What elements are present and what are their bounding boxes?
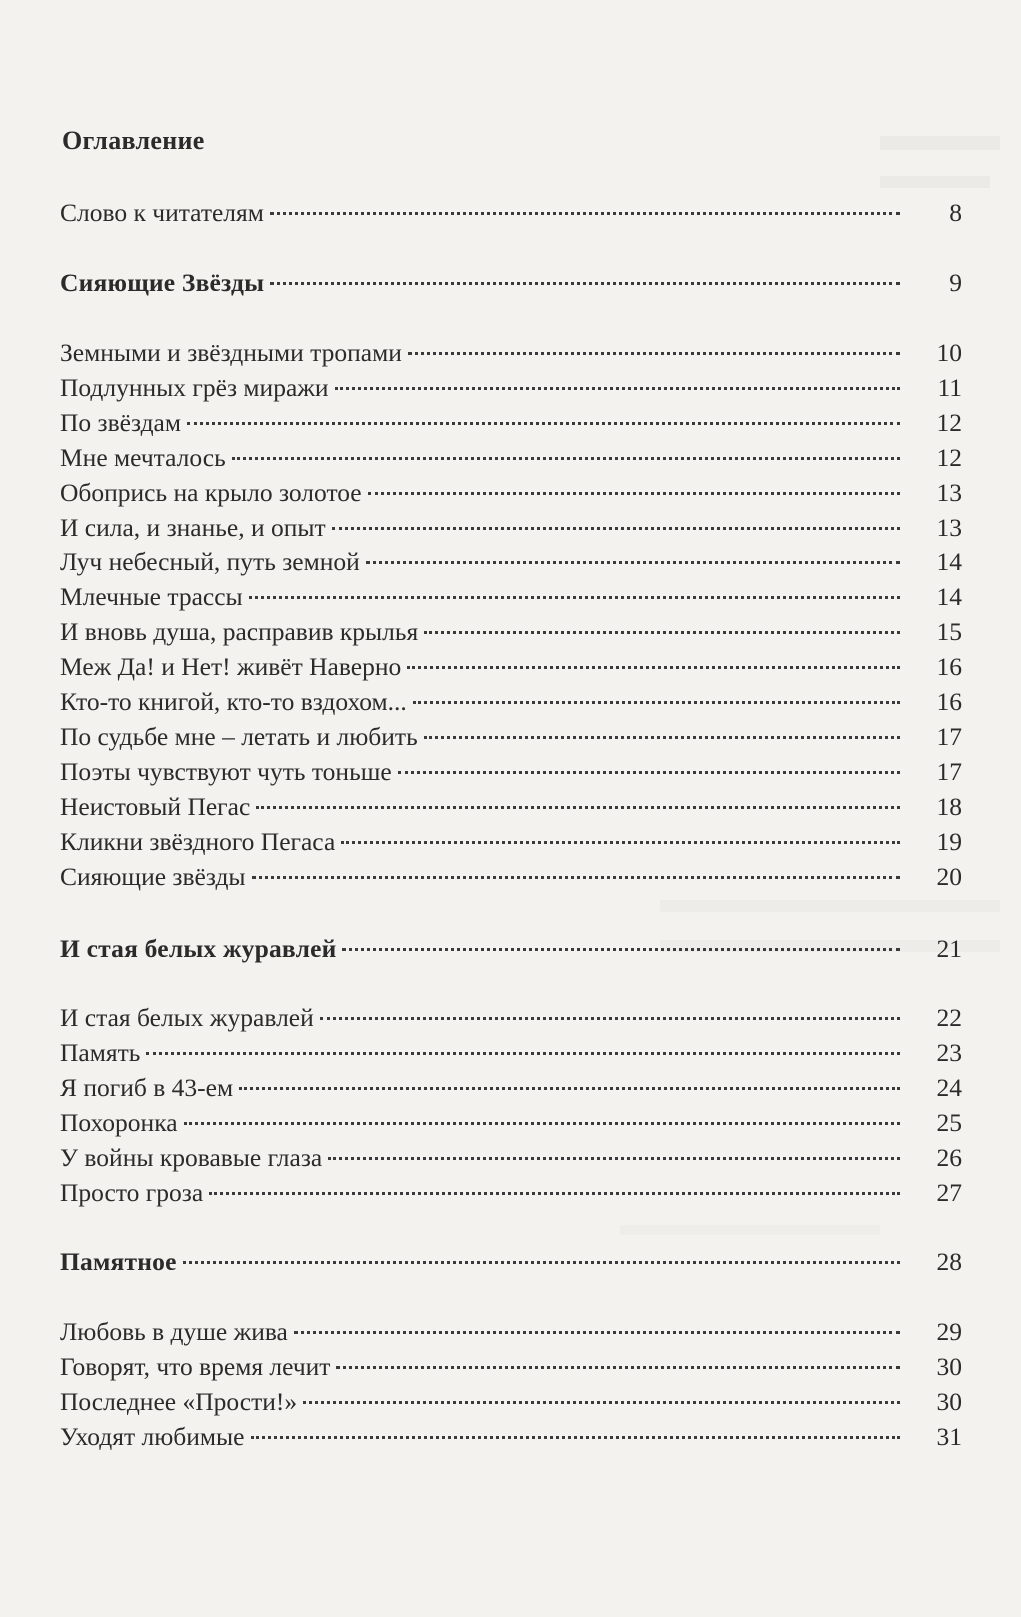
toc-entry[interactable] bbox=[60, 722, 962, 756]
dot-leader bbox=[270, 212, 900, 215]
page-number: 24 bbox=[936, 1072, 962, 1102]
toc-entry[interactable] bbox=[60, 1108, 962, 1142]
page-number: 29 bbox=[936, 1317, 962, 1346]
entry-title: И вновь душа, расправив крылья bbox=[60, 617, 419, 647]
dot-leader bbox=[183, 1261, 900, 1264]
page-number: 16 bbox=[936, 652, 962, 682]
section-title: Памятное bbox=[60, 1247, 177, 1276]
dot-leader bbox=[424, 631, 900, 634]
page-number: 13 bbox=[936, 512, 962, 542]
entry-title: Млечные трассы bbox=[60, 582, 243, 612]
page-number: 30 bbox=[936, 1351, 962, 1381]
entry-title: Мне мечталось bbox=[60, 442, 226, 472]
dot-leader bbox=[335, 387, 900, 390]
toc-entry[interactable] bbox=[60, 1422, 962, 1456]
toc-entry[interactable] bbox=[60, 582, 962, 616]
entry-title: Похоронка bbox=[60, 1107, 178, 1137]
dot-leader bbox=[341, 841, 900, 844]
page-number: 17 bbox=[936, 756, 962, 786]
toc-section-heading[interactable] bbox=[60, 268, 962, 302]
bleed-through-mark bbox=[660, 900, 1000, 912]
toc-entry[interactable] bbox=[60, 1143, 962, 1177]
entry-title: У войны кровавые глаза bbox=[60, 1142, 323, 1172]
dot-leader bbox=[336, 1366, 900, 1369]
toc-entry[interactable] bbox=[60, 408, 962, 442]
entry-title: Неистовый Пегас bbox=[60, 791, 251, 821]
entry-title: Земными и звёздными тропами bbox=[60, 338, 402, 367]
page-number: 22 bbox=[936, 1003, 962, 1032]
dot-leader bbox=[407, 666, 900, 669]
toc-entry[interactable] bbox=[60, 792, 962, 826]
page-number: 15 bbox=[936, 617, 962, 647]
page-number: 25 bbox=[936, 1107, 962, 1137]
entry-title: Любовь в душе жива bbox=[60, 1317, 288, 1346]
toc-entry[interactable] bbox=[60, 478, 962, 512]
toc-entry[interactable] bbox=[60, 443, 962, 477]
page-number: 28 bbox=[936, 1247, 962, 1276]
toc-section-heading[interactable] bbox=[60, 934, 962, 968]
dot-leader bbox=[249, 596, 900, 599]
toc-entry[interactable] bbox=[60, 1317, 962, 1351]
entry-title: Кликни звёздного Пегаса bbox=[60, 826, 336, 856]
dot-leader bbox=[146, 1052, 900, 1055]
page-number: 14 bbox=[936, 582, 962, 612]
page-number: 10 bbox=[936, 338, 962, 367]
toc-entry[interactable] bbox=[60, 827, 962, 861]
toc-entry[interactable] bbox=[60, 1003, 962, 1037]
entry-title: Последнее «Прости!» bbox=[60, 1386, 298, 1416]
dot-leader bbox=[366, 561, 900, 564]
entry-title: И стая белых журавлей bbox=[60, 1003, 314, 1032]
dot-leader bbox=[342, 948, 900, 951]
entry-title: Говорят, что время лечит bbox=[60, 1351, 331, 1381]
entry-title: По звёздам bbox=[60, 407, 182, 437]
entry-title: По судьбе мне – летать и любить bbox=[60, 721, 418, 751]
dot-leader bbox=[256, 806, 900, 809]
dot-leader bbox=[328, 1157, 900, 1160]
entry-title: Просто гроза bbox=[60, 1177, 204, 1207]
page-number: 12 bbox=[936, 407, 962, 437]
dot-leader bbox=[424, 736, 900, 739]
page-number: 11 bbox=[937, 372, 962, 402]
dot-leader bbox=[251, 1436, 900, 1439]
dot-leader bbox=[368, 492, 900, 495]
bleed-through-mark bbox=[620, 1225, 880, 1235]
page-number: 31 bbox=[936, 1421, 962, 1451]
dot-leader bbox=[398, 771, 900, 774]
page-number: 20 bbox=[936, 861, 962, 891]
dot-leader bbox=[413, 701, 900, 704]
page-number: 16 bbox=[936, 687, 962, 716]
entry-title: Обопрись на крыло золотое bbox=[60, 477, 362, 507]
section-title: Сияющие Звёзды bbox=[60, 268, 265, 297]
entry-title: Память bbox=[60, 1037, 141, 1067]
bleed-through-mark bbox=[880, 176, 990, 188]
page-number: 30 bbox=[936, 1386, 962, 1416]
dot-leader bbox=[239, 1087, 900, 1090]
dot-leader bbox=[303, 1401, 900, 1404]
toc-entry[interactable] bbox=[60, 617, 962, 651]
toc-entry[interactable] bbox=[60, 338, 962, 372]
entry-title: Я погиб в 43-ем bbox=[60, 1072, 234, 1102]
page-number: 17 bbox=[936, 721, 962, 751]
toc-entry[interactable] bbox=[60, 373, 962, 407]
page-number: 13 bbox=[936, 477, 962, 507]
page-number: 18 bbox=[936, 791, 962, 821]
dot-leader bbox=[184, 1122, 900, 1125]
page-number: 21 bbox=[936, 934, 962, 963]
dot-leader bbox=[252, 876, 900, 879]
toc-entry[interactable] bbox=[60, 1352, 962, 1386]
toc-entry[interactable] bbox=[60, 1387, 962, 1421]
dot-leader bbox=[270, 282, 900, 285]
toc-section-heading[interactable] bbox=[60, 1247, 962, 1281]
page-number: 19 bbox=[936, 826, 962, 856]
entry-title: И сила, и знанье, и опыт bbox=[60, 512, 326, 542]
toc-entry[interactable] bbox=[60, 513, 962, 547]
dot-leader bbox=[408, 352, 900, 355]
entry-title: Луч небесный, путь земной bbox=[60, 547, 360, 577]
toc-entry[interactable] bbox=[60, 1038, 962, 1072]
toc-entry[interactable] bbox=[60, 198, 962, 232]
section-title: И стая белых журавлей bbox=[60, 934, 337, 963]
entry-title: Уходят любимые bbox=[60, 1421, 245, 1451]
dot-leader bbox=[187, 422, 900, 425]
bleed-through-mark bbox=[880, 136, 1000, 150]
entry-title: Поэты чувствуют чуть тоньше bbox=[60, 756, 392, 786]
toc-entry[interactable] bbox=[60, 652, 962, 686]
page-number: 12 bbox=[936, 442, 962, 472]
toc-entry[interactable] bbox=[60, 757, 962, 791]
entry-title: Подлунных грёз миражи bbox=[60, 372, 329, 402]
toc-entry[interactable] bbox=[60, 547, 962, 581]
page-number: 27 bbox=[936, 1177, 962, 1207]
entry-title: Кто-то книгой, кто-то вздохом... bbox=[60, 687, 407, 716]
toc-entry[interactable] bbox=[60, 1178, 962, 1212]
page-number: 23 bbox=[936, 1037, 962, 1067]
toc-entry[interactable] bbox=[60, 1073, 962, 1107]
page-number: 26 bbox=[936, 1142, 962, 1172]
toc-entry[interactable] bbox=[60, 687, 962, 721]
dot-leader bbox=[320, 1017, 900, 1020]
entry-title: Меж Да! и Нет! живёт Наверно bbox=[60, 652, 402, 682]
entry-title: Слово к читателям bbox=[60, 198, 264, 227]
dot-leader bbox=[294, 1331, 900, 1334]
dot-leader bbox=[232, 457, 900, 460]
page-number: 14 bbox=[936, 547, 962, 577]
entry-title: Сияющие звёзды bbox=[60, 861, 246, 891]
dot-leader bbox=[332, 527, 900, 530]
dot-leader bbox=[209, 1192, 900, 1195]
page-number: 9 bbox=[949, 268, 962, 297]
toc-title: Оглавление bbox=[62, 126, 205, 155]
toc-entry[interactable] bbox=[60, 862, 962, 896]
page-number: 8 bbox=[949, 198, 962, 227]
